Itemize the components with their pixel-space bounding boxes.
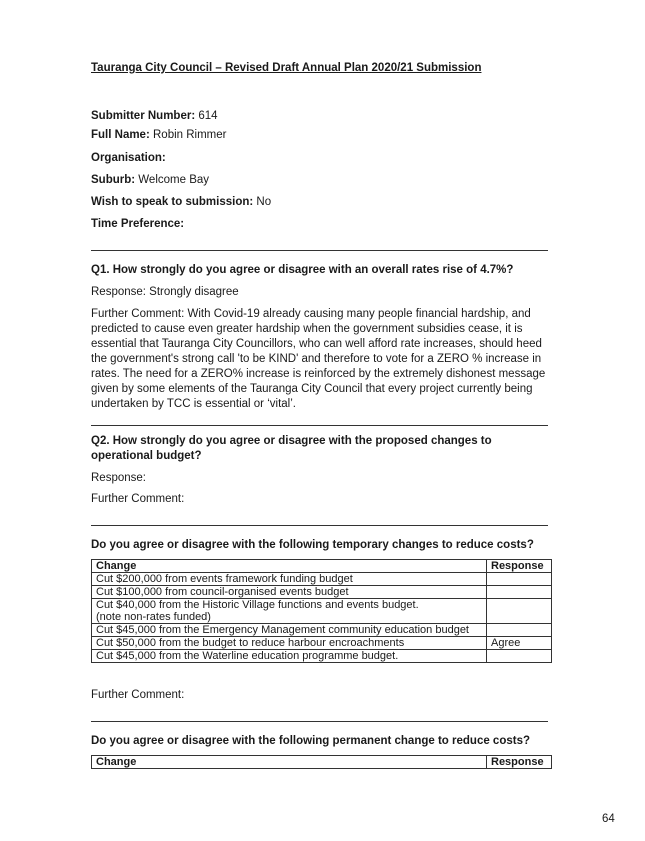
q1-question: Q1. How strongly do you agree or disagree with an overall rates rise of 4.7%? bbox=[91, 264, 514, 276]
table-header-row bbox=[92, 756, 552, 769]
temporary-changes-table bbox=[91, 559, 552, 663]
response-cell bbox=[487, 586, 552, 599]
field-label: Full Name: bbox=[91, 129, 150, 141]
response-cell bbox=[487, 599, 552, 624]
change-text: Cut $40,000 from the Historic Village functions and events budget. bbox=[96, 599, 419, 611]
table-row bbox=[92, 573, 552, 586]
response-cell: Agree bbox=[487, 637, 552, 650]
column-header-change: Change bbox=[92, 560, 487, 573]
field-label: Wish to speak to submission: bbox=[91, 196, 254, 208]
permanent-changes-table bbox=[91, 755, 552, 769]
q2-comment: Further Comment: bbox=[91, 493, 185, 505]
response-cell bbox=[487, 650, 552, 663]
divider bbox=[91, 425, 548, 426]
change-cell: Cut $100,000 from council-organised events budget bbox=[92, 586, 487, 599]
field-value: Welcome Bay bbox=[138, 174, 210, 186]
field-label: Submitter Number: bbox=[91, 110, 196, 122]
column-header-response: Response bbox=[487, 756, 552, 769]
change-cell: Cut $45,000 from the Waterline education programme budget. bbox=[92, 650, 487, 663]
q1-comment: Further Comment: With Covid-19 already causing many people financial hardship, and predicted to cause even greater hardship when the government subsidies cease, it is essential that Tauranga City Councillors, who can well afford rate increases, should heed the government's strong call 'to be KIND' and therefore to vote for a ZERO % increase in rates. The need for a ZERO% increase is reinforced by the extremely dishonest message given by some elements of the Tauranga City Council that every project currently being undertaken by TCC is essential or ‘vital’. bbox=[91, 308, 546, 410]
field-label: Suburb: bbox=[91, 174, 136, 186]
document-title: Tauranga City Council – Revised Draft Annual Plan 2020/21 Submission bbox=[91, 62, 482, 74]
q2-question: Q2. How strongly do you agree or disagree with the proposed changes to operational budget? bbox=[91, 435, 492, 462]
table-row bbox=[92, 586, 552, 599]
suburb-field bbox=[91, 174, 209, 186]
field-value: 614 bbox=[198, 110, 218, 122]
submitter-number-field bbox=[91, 110, 218, 122]
full-name-field bbox=[91, 129, 227, 141]
wish-to-speak-field bbox=[91, 196, 271, 208]
table-row bbox=[92, 624, 552, 637]
q1-response: Response: Strongly disagree bbox=[91, 286, 239, 298]
field-label: Time Preference: bbox=[91, 218, 185, 230]
table-row bbox=[92, 637, 552, 650]
change-cell bbox=[92, 599, 487, 624]
response-cell bbox=[487, 624, 552, 637]
response-cell bbox=[487, 573, 552, 586]
column-header-response: Response bbox=[487, 560, 552, 573]
permanent-question: Do you agree or disagree with the following permanent change to reduce costs? bbox=[91, 735, 530, 747]
change-cell: Cut $200,000 from events framework funding budget bbox=[92, 573, 487, 586]
change-note: (note non-rates funded) bbox=[96, 611, 211, 623]
q2-response: Response: bbox=[91, 472, 146, 484]
table-row bbox=[92, 599, 552, 624]
temporary-comment: Further Comment: bbox=[91, 689, 185, 701]
table-header-row bbox=[92, 560, 552, 573]
temporary-question: Do you agree or disagree with the following temporary changes to reduce costs? bbox=[91, 539, 534, 551]
organisation-field bbox=[91, 152, 166, 164]
field-value: Robin Rimmer bbox=[153, 129, 227, 141]
divider bbox=[91, 721, 548, 722]
field-value: No bbox=[256, 196, 272, 208]
change-cell: Cut $45,000 from the Emergency Management community education budget bbox=[92, 624, 487, 637]
table-row bbox=[92, 650, 552, 663]
divider bbox=[91, 525, 548, 526]
column-header-change: Change bbox=[92, 756, 487, 769]
time-preference-field bbox=[91, 218, 184, 230]
page-number: 64 bbox=[602, 813, 615, 825]
field-label: Organisation: bbox=[91, 152, 166, 164]
divider bbox=[91, 250, 548, 251]
change-cell: Cut $50,000 from the budget to reduce harbour encroachments bbox=[92, 637, 487, 650]
